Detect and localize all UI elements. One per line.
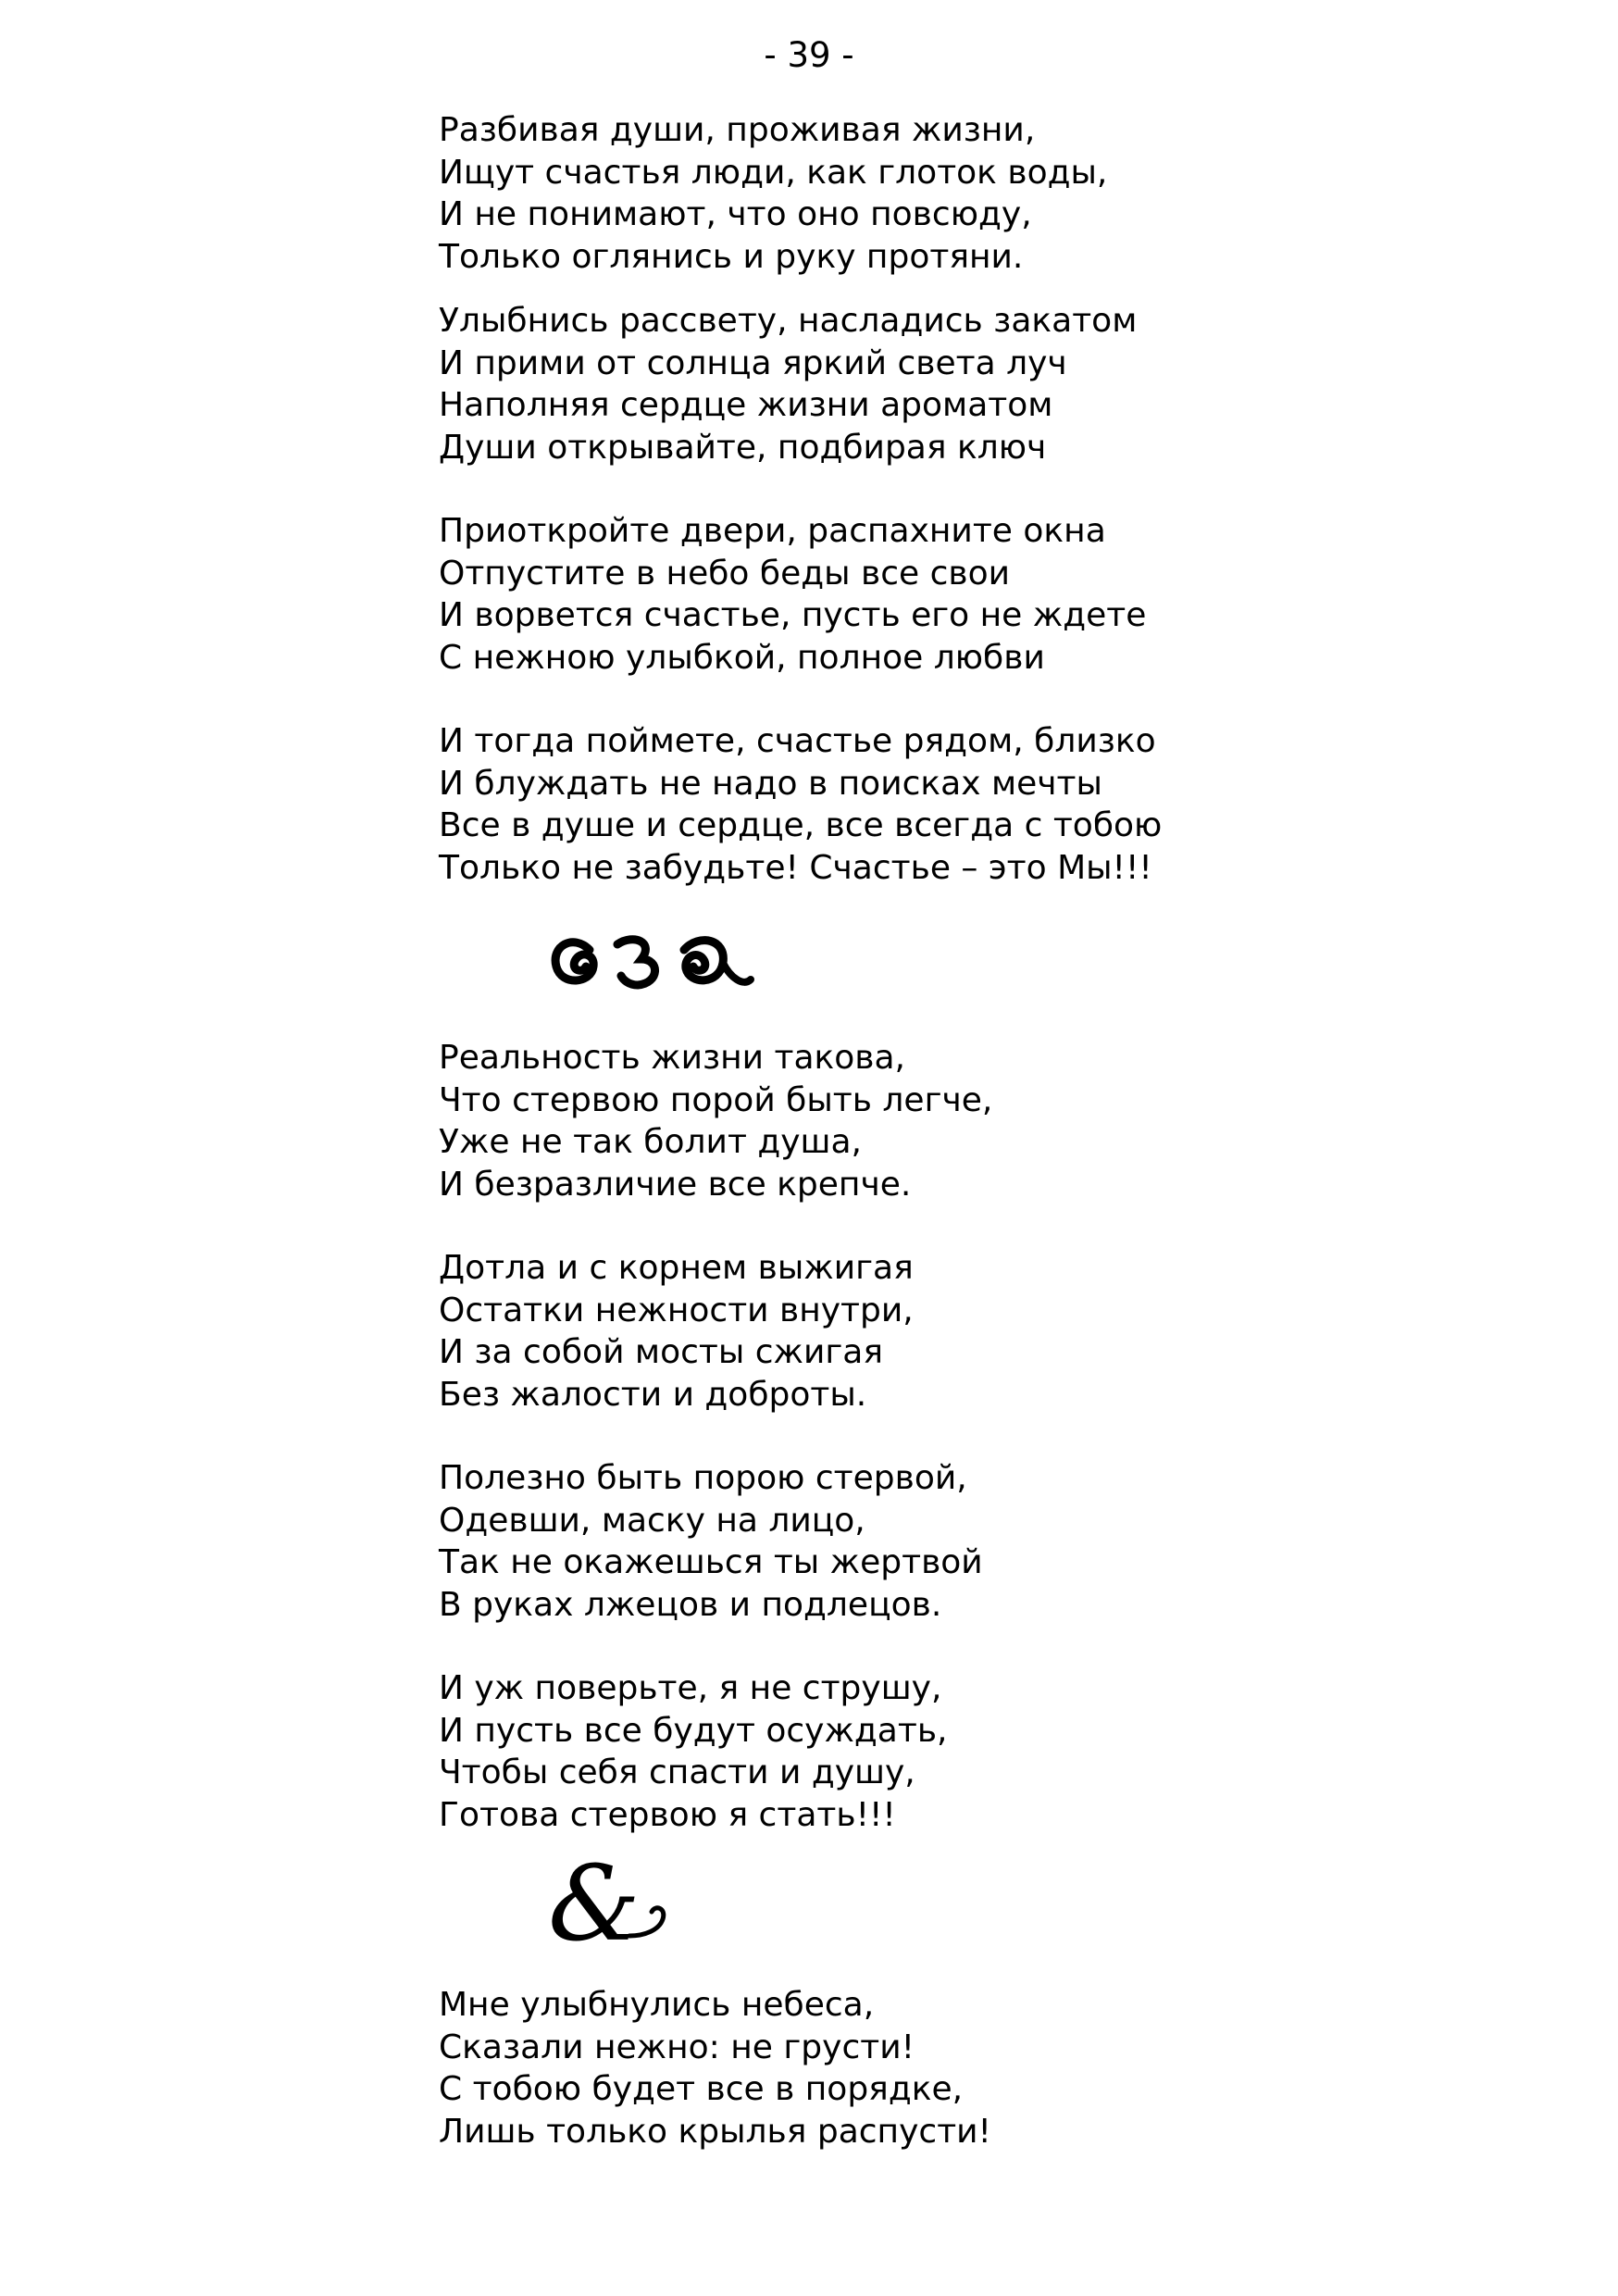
poem-line: В руках лжецов и подлецов. [439,1585,942,1624]
poem-column [439,109,1503,2152]
poem-line: Наполняя сердце жизни ароматом [439,386,1053,424]
page-number: - 39 - [764,35,854,75]
ampersand-ornament-icon [541,1854,707,1965]
poem-line: С тобою будет все в порядке, [439,2070,964,2108]
ampersand-glyph: & [548,1854,641,1965]
poem-line: Лишь только крылья распусти! [439,2112,991,2151]
poem-line: Сказали нежно: не грусти! [439,2028,915,2066]
scroll-ornament [439,889,1503,1037]
stanza [439,1037,1503,1205]
poem-line: Только оглянись и руку протяни. [439,237,1024,276]
poem-line: Дотла и с корнем выжигая [439,1249,914,1287]
poem-line: Что стервою порой быть легче, [439,1080,993,1119]
poem-2 [439,1037,1503,1836]
poem-line: И не понимают, что оно повсюду, [439,195,1032,233]
stanza [439,1247,1503,1416]
stanza [439,109,1503,278]
scroll-ornament-icon [545,922,758,1005]
stanza [439,1457,1503,1626]
poem-line: Отпустите в небо беды все свои [439,554,1011,593]
poem-line: Готова стервою я стать!!! [439,1795,896,1834]
poem-line: И тогда поймете, счастье рядом, близко [439,722,1156,760]
poem-line: Реальность жизни такова, [439,1039,905,1077]
stanza [439,1667,1503,1836]
poem-line: Чтобы себя спасти и душу, [439,1753,915,1791]
poem-line: И ворвется счастье, пусть его не ждете [439,596,1147,634]
poem-line: И блуждать не надо в поисках мечты [439,764,1102,803]
poem-line: Разбивая души, проживая жизни, [439,111,1036,149]
ampersand-ornament [439,1836,1503,1984]
poem-line: И уж поверьте, я не струшу, [439,1669,942,1707]
poem-line: Души открывайте, подбирая ключ [439,428,1047,467]
poem-line: Все в душе и сердце, все всегда с тобою [439,806,1163,844]
poem-line: Мне улыбнулись небеса, [439,1986,875,2024]
poem-line: Ищут счастья люди, как глоток воды, [439,153,1108,192]
poem-line: Полезно быть порою стервой, [439,1459,967,1497]
poem-line: Без жалости и доброты. [439,1375,867,1414]
poem-line: Приоткройте двери, распахните окна [439,512,1106,550]
poem-line: И пусть все будут осуждать, [439,1711,948,1750]
poem-line: Остатки нежности внутри, [439,1291,914,1329]
poem-line: И за собой мосты сжигая [439,1333,883,1371]
poem-line: Так не окажешься ты жертвой [439,1543,983,1581]
stanza [439,510,1503,679]
poem-line: Одевши, маску на лицо, [439,1501,865,1540]
poem-line: Улыбнись рассвету, насладись закатом [439,302,1138,340]
stanza [439,300,1503,468]
poem-line: И прими от солнца яркий света луч [439,343,1067,382]
poem-1 [439,109,1503,889]
stanza [439,1984,1503,2152]
poem-line: Только не забудьте! Счастье – это Мы!!! [439,848,1152,887]
stanza [439,720,1503,889]
poem-line: С нежною улыбкой, полное любви [439,638,1045,677]
poem-line: Уже не так болит душа, [439,1123,862,1161]
poem-line: И безразличие все крепче. [439,1165,912,1204]
poem-3 [439,1984,1503,2152]
